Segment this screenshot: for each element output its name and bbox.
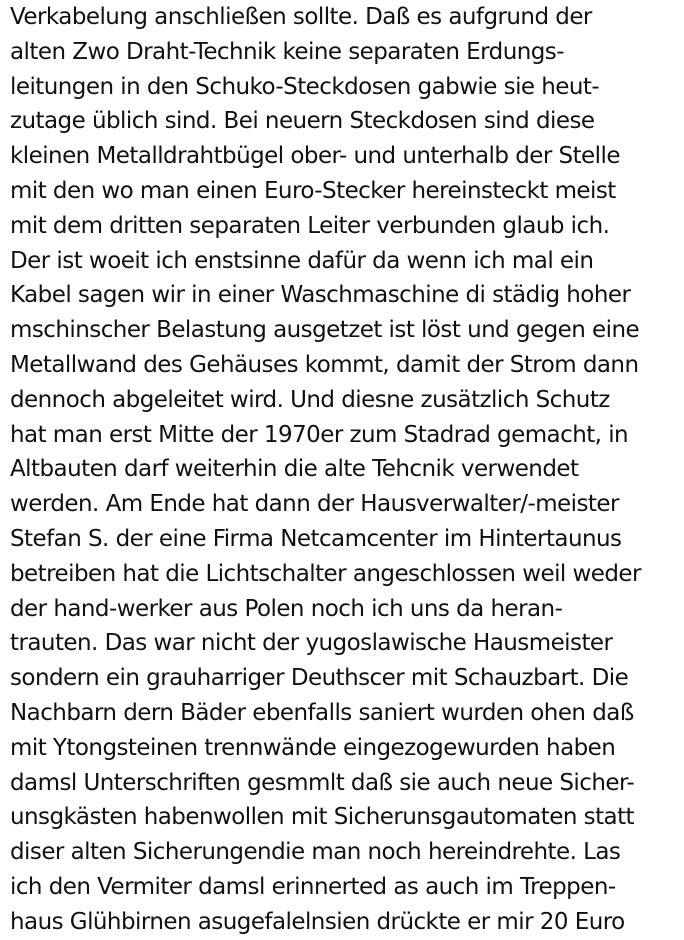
text-line: trauten. Das war nicht der yugoslawische Hausmeister xyxy=(10,630,613,657)
text-line: ich den Vermiter damsl erinnerted as auch im Treppen- xyxy=(10,873,616,900)
document-page xyxy=(10,0,682,940)
text-line: unsgkästen habenwollen mit Sicherunsgautomaten statt xyxy=(10,804,635,831)
text-line: Der ist woeit ich enstsinne dafür da wenn ich mal ein xyxy=(10,247,594,274)
text-line: der hand-werker aus Polen noch ich uns da heran- xyxy=(10,595,563,622)
text-line: haus Glühbirnen asugefalelnsien drückte er mir 20 Euro xyxy=(10,908,625,935)
text-line: kleinen Metalldrahtbügel ober- und unterhalb der Stelle xyxy=(10,143,620,170)
text-line: mit Ytongsteinen trennwände eingezogewurden haben xyxy=(10,734,616,761)
text-line: zutage üblich sind. Bei neuern Steckdosen sind diese xyxy=(10,108,595,135)
text-line: werden. Am Ende hat dann der Hausverwalter/-meister xyxy=(10,491,619,518)
text-line: leitungen in den Schuko-Steckdosen gabwie sie heut- xyxy=(10,73,600,100)
text-line: alten Zwo Draht-Technik keine separaten Erdungs- xyxy=(10,38,564,65)
text-line: mit den wo man einen Euro-Stecker hereinsteckt meist xyxy=(10,177,616,204)
text-line: Verkabelung anschließen sollte. Daß es aufgrund der xyxy=(10,4,592,30)
text-line: mschinscher Belastung ausgetzet ist löst und gegen eine xyxy=(10,317,640,344)
text-line: Kabel sagen wir in einer Waschmaschine di städig hoher xyxy=(10,282,631,309)
text-line: hat man erst Mitte der 1970er zum Stadrad gemacht, in xyxy=(10,421,629,448)
text-line: Metallwand des Gehäuses kommt, damit der Strom dann xyxy=(10,351,639,378)
text-line: Stefan S. der eine Firma Netcamcenter im Hintertaunus xyxy=(10,525,622,552)
text-line: damsl Unterschriften gesmmlt daß sie auch neue Sicher- xyxy=(10,769,635,796)
text-line: diser alten Sicherungendie man noch hereindrehte. Las xyxy=(10,839,621,866)
text-line: sondern ein grauharriger Deuthscer mit Schauzbart. Die xyxy=(10,665,629,692)
text-line: mit dem dritten separaten Leiter verbunden glaub ich. xyxy=(10,212,610,239)
text-line: Altbauten darf weiterhin die alte Tehcnik verwendet xyxy=(10,456,579,483)
text-line: betreiben hat die Lichtschalter angeschlossen weil weder xyxy=(10,560,641,587)
text-line: dennoch abgeleitet wird. Und diesne zusätzlich Schutz xyxy=(10,386,610,413)
text-line: Nachbarn dern Bäder ebenfalls saniert wurden ohen daß xyxy=(10,699,634,726)
